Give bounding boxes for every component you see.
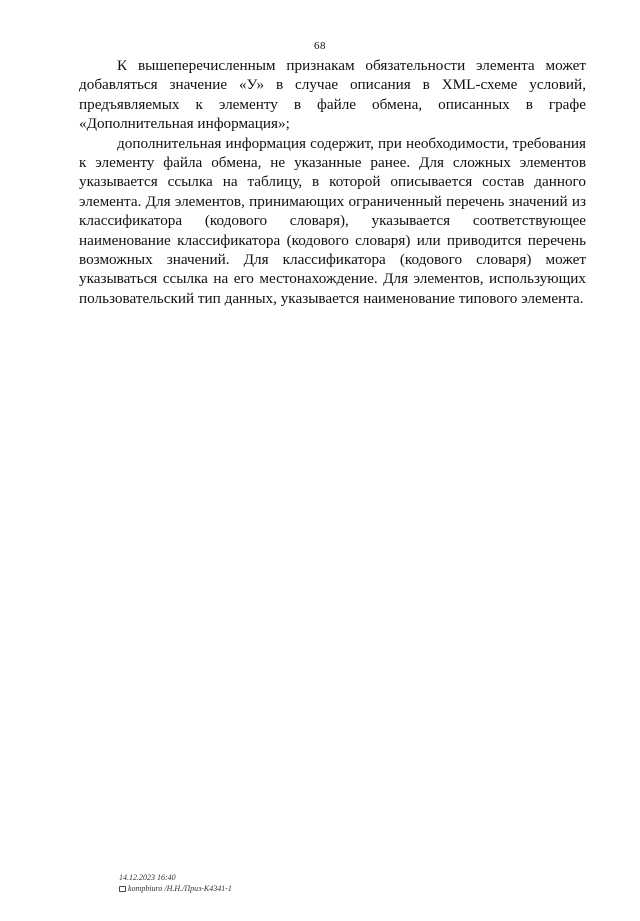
- document-icon: [119, 886, 126, 892]
- footer-timestamp: 14.12.2023 16:40: [119, 873, 176, 882]
- footer-file-path: kompbiuro /Н.Н./Приз-К4341-1: [128, 884, 232, 893]
- footer-file-path-line: [119, 883, 232, 894]
- paragraph-additional-info: дополнительная информация содержит, при необходимости, требования к элементу файла обмена, не указанные ранее. Для сложных элементов указывается ссылка на таблицу, в которой описывается состав данного элемента. Для элементов, принимающих ограниченный перечень значений из классификатора (кодового словаря), указывается соответствующее наименование классификатора (кодового словаря) или приводится перечень возможных значений. Для классификатора (кодового словаря) может указываться ссылка на его местонахождение. Для элементов, использующих пользовательский тип данных, указывается наименование типового элемента.: [79, 134, 586, 307]
- page-number: 68: [314, 40, 326, 52]
- paragraph-mandatory-flag: К вышеперечисленным признакам обязательности элемента может добавляться значение «У» в случае описания в XML-схеме условий, предъявляемых к элементу в файле обмена, описанных в графе «Дополнительная информация»;: [79, 57, 586, 133]
- footer-stamp: [119, 872, 232, 894]
- body-text: [79, 56, 586, 308]
